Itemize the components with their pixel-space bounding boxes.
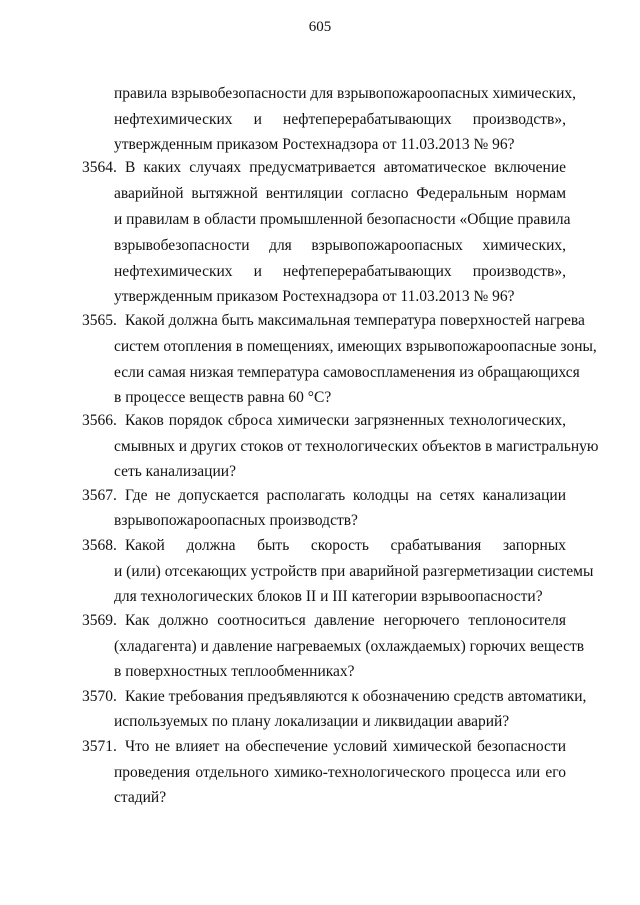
question-line: в процессе веществ равна 60 °С? [114, 389, 332, 406]
question-line: В каких случаях предусматривается автоматическое включение [125, 159, 566, 176]
question-line: взрывобезопасности для взрывопожароопасных химических, [114, 237, 566, 254]
question-line: Какой должна быть скорость срабатывания запорных [125, 537, 566, 554]
question-line: проведения отдельного химико-технологического процесса или его [114, 764, 566, 781]
question-number: 3565. [82, 312, 117, 329]
question-line: стадий? [114, 789, 167, 806]
question-line: утвержденным приказом Ростехнадзора от 11.03.2013 № 96? [114, 288, 515, 305]
question-line: Каков порядок сброса химически загрязненных технологических, [125, 412, 566, 429]
question-line: Где не допускается располагать колодцы на сетях канализации [125, 487, 566, 504]
question-number: 3564. [82, 159, 117, 176]
question-number: 3567. [82, 487, 117, 504]
question-line: взрывопожароопасных производств? [114, 512, 358, 529]
question-line: и правилам в области промышленной безопасности «Общие правила [114, 211, 571, 228]
question-line: Какие требования предъявляются к обозначению средств автоматики, [125, 688, 587, 705]
question-line: систем отопления в помещениях, имеющих взрывопожароопасные зоны, [114, 338, 597, 355]
question-number: 3570. [82, 688, 117, 705]
text-line: правила взрывобезопасности для взрывопожароопасных химических, [114, 85, 577, 102]
question-line: (хладагента) и давление нагреваемых (охлаждаемых) горючих веществ [114, 638, 585, 655]
question-line: нефтехимических и нефтеперерабатывающих производств», [114, 263, 566, 280]
question-number: 3566. [82, 412, 117, 429]
question-line: если самая низкая температура самовоспламенения из обращающихся [114, 364, 580, 381]
question-line: используемых по плану локализации и ликвидации аварий? [114, 713, 510, 730]
question-line: в поверхностных теплообменниках? [114, 663, 355, 680]
question-number: 3571. [82, 738, 117, 755]
question-line: Какой должна быть максимальная температура поверхностей нагрева [125, 312, 585, 329]
question-line: смывных и других стоков от технологических объектов в магистральную [114, 438, 599, 455]
question-number: 3569. [82, 612, 117, 629]
question-line: Как должно соотноситься давление негорючего теплоносителя [125, 612, 566, 629]
text-line: нефтехимических и нефтеперерабатывающих производств», [114, 111, 566, 128]
question-line: для технологических блоков II и III категории взрывоопасности? [114, 588, 543, 605]
question-number: 3568. [82, 537, 117, 554]
question-line: Что не влияет на обеспечение условий химической безопасности [125, 738, 566, 755]
question-line: и (или) отсекающих устройств при аварийной разгерметизации системы [114, 563, 594, 580]
question-line: сеть канализации? [114, 463, 236, 480]
question-line: аварийной вытяжной вентиляции согласно Федеральным нормам [114, 185, 566, 202]
page-number: 605 [308, 19, 332, 35]
text-line: утвержденным приказом Ростехнадзора от 11.03.2013 № 96? [114, 136, 515, 153]
